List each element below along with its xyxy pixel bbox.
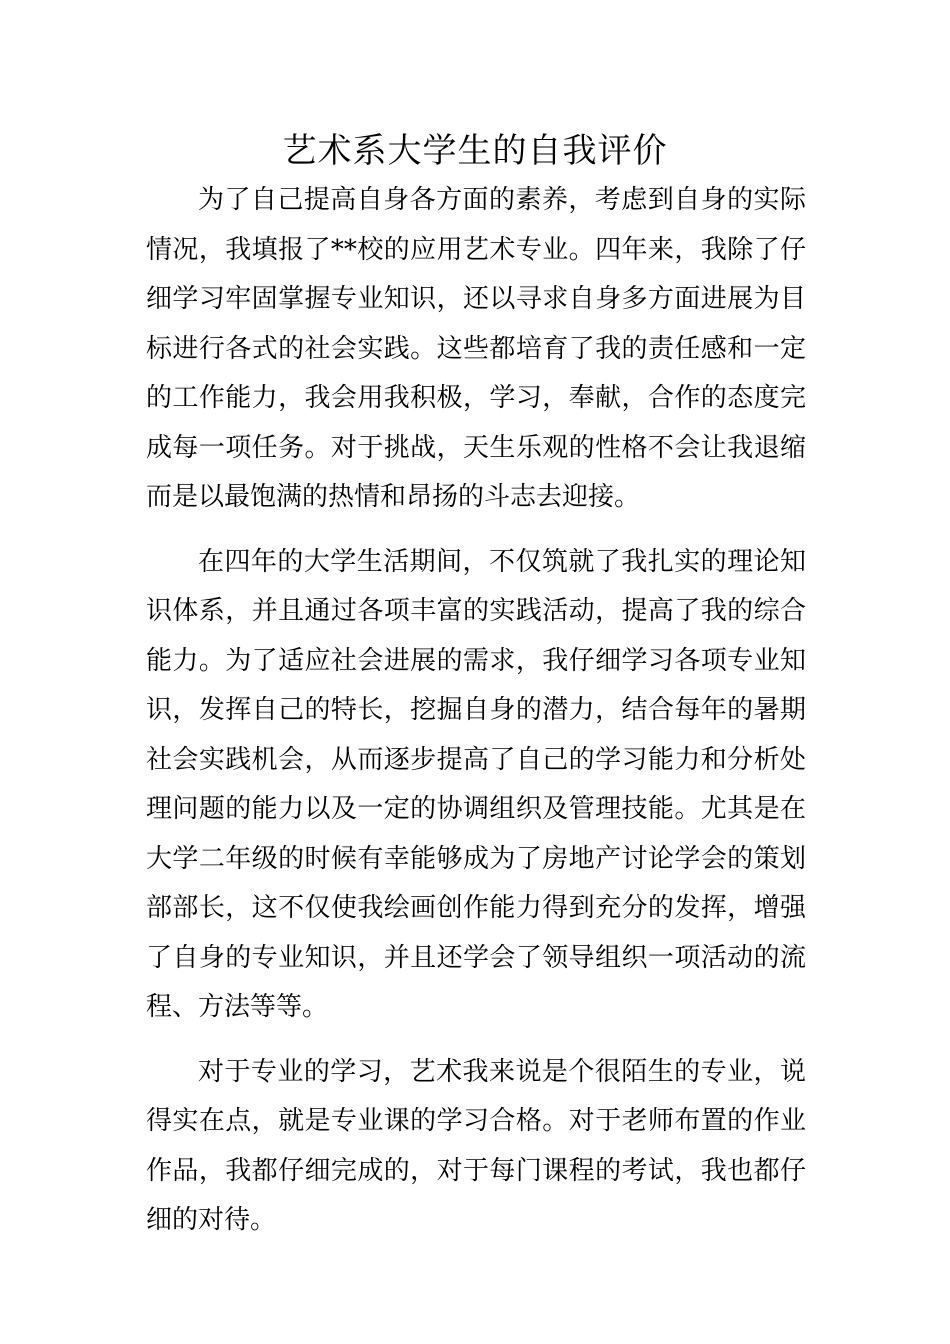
paragraph-2: 在四年的大学生活期间，不仅筑就了我扎实的理论知识体系，并且通过各项丰富的实践活动，提高了我的综合能力。为了适应社会进展的需求，我仔细学习各项专业知识，发挥自己的特长，挖掘自身的潜力，结合每年的暑期社会实践机会，从而逐步提高了自己的学习能力和分析处理问题的能力以及一定的协调组织及管理技能。尤其是在大学二年级的时候有幸能够成为了房地产讨论学会的策划部部长，这不仅使我绘画创作能力得到充分的发挥，增强了自身的专业知识，并且还学会了领导组织一项活动的流程、方法等等。 <box>146 546 806 1022</box>
document-body <box>146 176 806 1246</box>
paragraph-1: 为了自己提高自身各方面的素养，考虑到自身的实际情况，我填报了**校的应用艺术专业。四年来，我除了仔细学习牢固掌握专业知识，还以寻求自身多方面进展为目标进行各式的社会实践。这些都培育了我的责任感和一定的工作能力，我会用我积极，学习，奉献，合作的态度完成每一项任务。对于挑战，天生乐观的性格不会让我退缩而是以最饱满的热情和昂扬的斗志去迎接。 <box>146 185 806 512</box>
paragraph-3: 对于专业的学习，艺术我来说是个很陌生的专业，说得实在点，就是专业课的学习合格。对于老师布置的作业作品，我都仔细完成的，对于每门课程的考试，我也都仔细的对待。 <box>146 1056 806 1235</box>
document-title: 艺术系大学生的自我评价 <box>282 131 668 171</box>
